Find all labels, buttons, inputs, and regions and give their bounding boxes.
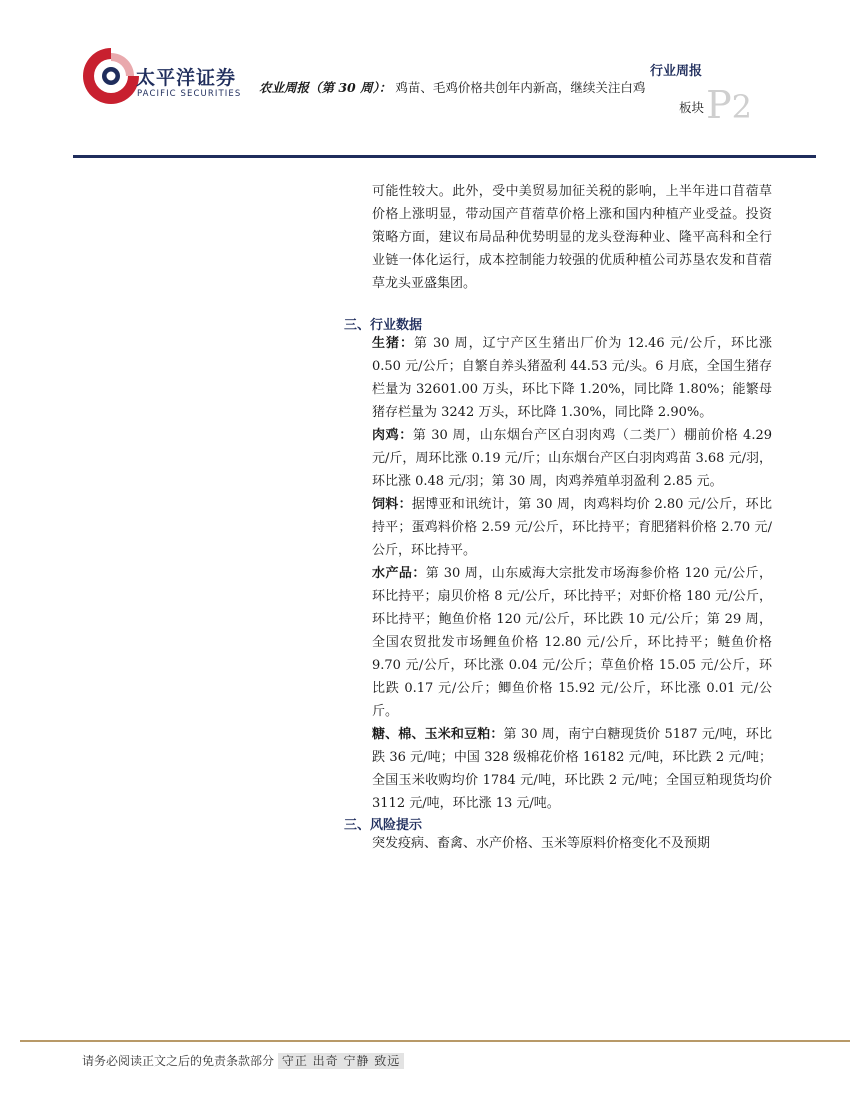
- report-series: 农业周报（第 30 周）：: [259, 80, 392, 95]
- report-title: [259, 78, 704, 118]
- data-item-aquatic: 水产品：第 30 周，山东威海大宗批发市场海参价格 120 元/公斤，环比持平；扇贝价格 8 元/公斤，环比持平；对虾价格 180 元/公斤，环比持平；鲍鱼价格 120 元/公斤，环比跌 10 元/公斤；第 29 周，全国农贸批发市场鲤鱼价格 12.80 元/公斤，环比持平；鲢鱼价格 9.70 元/公斤，环比涨 0.04 元/公斤；草鱼价格 15.05 元/公斤，环比跌 0.17 元/公斤；鲫鱼价格 15.92 元/公斤，环比涨 0.01 元/公斤。: [372, 566, 772, 719]
- section-title-risk: 三、风险提示: [344, 818, 423, 833]
- data-item-hog: 生猪：第 30 周，辽宁产区生猪出厂价为 12.46 元/公斤，环比涨 0.50 元/公斤；自繁自养头猪盈利 44.53 元/头。6 月底，全国生猪存栏量为 32601.00 万头，环比下降 1.20%，同比降 1.80%；能繁母猪存栏量为 3242 万头，环比降 1.30%，同比降 2.90%。: [372, 336, 772, 420]
- data-item-broiler: 肉鸡：第 30 周，山东烟台产区白羽肉鸡（二类厂）棚前价格 4.29 元/斤，周环比涨 0.19 元/斤；山东烟台产区白羽肉鸡苗 3.68 元/羽，环比涨 0.48 元/羽；第 30 周，肉鸡养殖单羽盈利 2.85 元。: [372, 428, 772, 489]
- footer-motto: 守正 出奇 宁静 致远: [278, 1053, 404, 1069]
- risk-section: [372, 832, 772, 855]
- report-type: 行业周报: [649, 64, 702, 79]
- report-headline: 鸡苗、毛鸡价格共创年内新高，继续关注白鸡: [395, 80, 646, 95]
- section-title-industry-data: 三、行业数据: [344, 318, 423, 333]
- report-headline-tail: 板块: [678, 100, 704, 115]
- footer-disclaimer: 请务必阅读正文之后的免责条款部分: [82, 1054, 275, 1068]
- intro-paragraph: 可能性较大。此外，受中美贸易加征关税的影响，上半年进口苜蓿草价格上涨明显，带动国产苜蓿草价格上涨和国内种植产业受益。投资策略方面，建议布局品种优势明显的龙头登海种业、隆平高科和全行业链一体化运行，成本控制能力较强的优质种植公司苏垦农发和苜蓿草龙头亚盛集团。: [372, 184, 772, 291]
- pacific-securities-logo-icon: [80, 45, 142, 107]
- footer-divider: [20, 1040, 850, 1042]
- footer: [82, 1052, 404, 1069]
- risk-text: 突发疫病、畜禽、水产价格、玉米等原料价格变化不及预期: [372, 836, 711, 851]
- data-item-sugar-cotton-corn-soymeal: 糖、棉、玉米和豆粕：第 30 周，南宁白糖现货价 5187 元/吨，环比跌 36 元/吨；中国 328 级棉花价格 16182 元/吨，环比跌 2 元/吨；全国玉米收购均价 1784 元/吨，环比跌 2 元/吨；全国豆粕现货均价 3112 元/吨，环比涨 13 元/吨。: [372, 727, 772, 811]
- brand-name-en: PACIFIC SECURITIES: [137, 89, 242, 99]
- intro-section: [372, 180, 772, 295]
- industry-data-section: [372, 332, 772, 815]
- brand-name-cn: 太平洋证券: [136, 67, 237, 89]
- page-number: P2: [706, 83, 752, 127]
- header-divider: [73, 155, 816, 158]
- data-item-feed: 饲料：据博亚和讯统计，第 30 周，肉鸡料均价 2.80 元/公斤，环比持平；蛋鸡料价格 2.59 元/公斤，环比持平；育肥猪料价格 2.70 元/公斤，环比持平。: [372, 497, 772, 558]
